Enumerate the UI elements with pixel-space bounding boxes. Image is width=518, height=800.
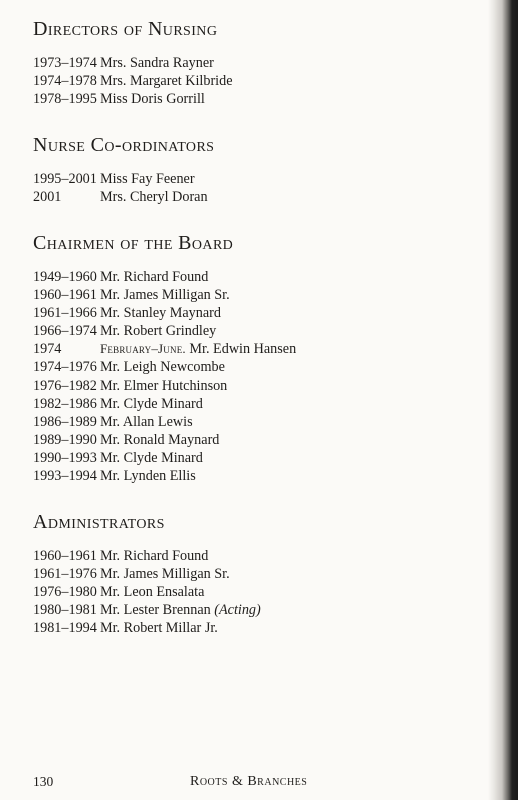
list-item — [33, 322, 296, 340]
entry-name: Mr. Richard Found — [100, 548, 209, 564]
list-item — [33, 286, 296, 304]
entry-suffix: (Acting) — [214, 602, 261, 619]
list-item — [33, 449, 296, 467]
entry-name: Mr. James Milligan Sr. — [100, 287, 230, 304]
list-item — [33, 340, 296, 358]
section-heading: Nurse Co-ordinators — [33, 134, 215, 156]
entry-name: Mr. Clyde Minard — [100, 449, 203, 466]
section-administrators — [33, 511, 261, 637]
list-item — [33, 72, 233, 90]
entry-years: 1960–1961 — [33, 287, 97, 304]
section-directors-of-nursing — [33, 18, 233, 108]
book-spine-shadow — [488, 0, 518, 800]
list-item — [33, 304, 296, 322]
list-item — [33, 467, 296, 485]
entry-years: 1960–1961 — [33, 548, 97, 564]
entry-years: 2001 — [33, 189, 62, 206]
list-item — [33, 54, 233, 72]
list-item — [33, 601, 261, 619]
entry-name: Mr. Elmer Hutchinson — [100, 377, 228, 394]
list-item — [33, 431, 296, 449]
list-item — [33, 547, 261, 565]
entry-name: Mr. Richard Found — [100, 269, 209, 285]
entry-years: 1961–1966 — [33, 305, 97, 322]
entry-name: Mr. Leon Ensalata — [100, 584, 205, 601]
entry-years: 1974–1976 — [33, 359, 97, 376]
page-number: 130 — [33, 774, 54, 789]
entry-years: 1974 — [33, 341, 62, 358]
entry-years: 1961–1976 — [33, 566, 97, 583]
entry-years: 1976–1982 — [33, 377, 97, 394]
entry-name: Mr. Edwin Hansen — [189, 341, 297, 358]
entry-name: Mr. Clyde Minard — [100, 395, 203, 412]
list-item — [33, 619, 261, 637]
entry-name: Mr. Ronald Maynard — [100, 431, 220, 448]
entry-name: Mrs. Margaret Kilbride — [100, 73, 233, 90]
list-item — [33, 565, 261, 583]
section-heading: Chairmen of the Board — [33, 232, 234, 254]
entry-name: Mr. Lester Brennan — [100, 602, 211, 619]
entry-name: Mr. James Milligan Sr. — [100, 566, 230, 583]
entry-name: Mr. Stanley Maynard — [100, 305, 221, 322]
entry-years: 1981–1994 — [33, 620, 97, 637]
entry-years: 1993–1994 — [33, 468, 97, 485]
list-item — [33, 583, 261, 601]
entry-years: 1949–1960 — [33, 269, 97, 285]
entry-name: Miss Doris Gorrill — [100, 91, 205, 108]
section-chairmen-of-the-board — [33, 232, 296, 485]
entry-name: Mr. Allan Lewis — [100, 413, 193, 430]
entry-note: February–June. — [100, 341, 186, 357]
entry-years: 1989–1990 — [33, 431, 97, 448]
entry-years: 1976–1980 — [33, 584, 97, 601]
section-nurse-coordinators — [33, 134, 214, 206]
list-item — [33, 395, 296, 413]
entry-name: Mr. Leigh Newcombe — [100, 359, 225, 376]
entry-years: 1995–2001 — [33, 171, 97, 187]
entry-name: Mrs. Sandra Rayner — [100, 55, 214, 71]
list-item — [33, 90, 233, 108]
entry-years: 1980–1981 — [33, 602, 97, 619]
section-heading: Administrators — [33, 511, 165, 533]
entry-name: Miss Fay Feener — [100, 171, 195, 187]
entry-years: 1982–1986 — [33, 395, 97, 412]
entry-name: Mr. Lynden Ellis — [100, 468, 196, 485]
entry-name: Mr. Robert Grindley — [100, 323, 217, 340]
entry-name: Mrs. Cheryl Doran — [100, 189, 208, 206]
list-item — [33, 358, 296, 376]
list-item — [33, 377, 296, 395]
list-item — [33, 268, 296, 286]
entry-years: 1973–1974 — [33, 55, 97, 71]
list-item — [33, 188, 214, 206]
entry-years: 1986–1989 — [33, 413, 97, 430]
entry-name: Mr. Robert Millar Jr. — [100, 620, 218, 637]
entry-years: 1990–1993 — [33, 449, 97, 466]
list-item — [33, 413, 296, 431]
entry-years: 1966–1974 — [33, 323, 97, 340]
entry-years: 1974–1978 — [33, 73, 97, 90]
list-item — [33, 170, 214, 188]
running-title: Roots & Branches — [190, 774, 308, 789]
section-heading: Directors of Nursing — [33, 18, 218, 40]
entry-years: 1978–1995 — [33, 91, 97, 108]
